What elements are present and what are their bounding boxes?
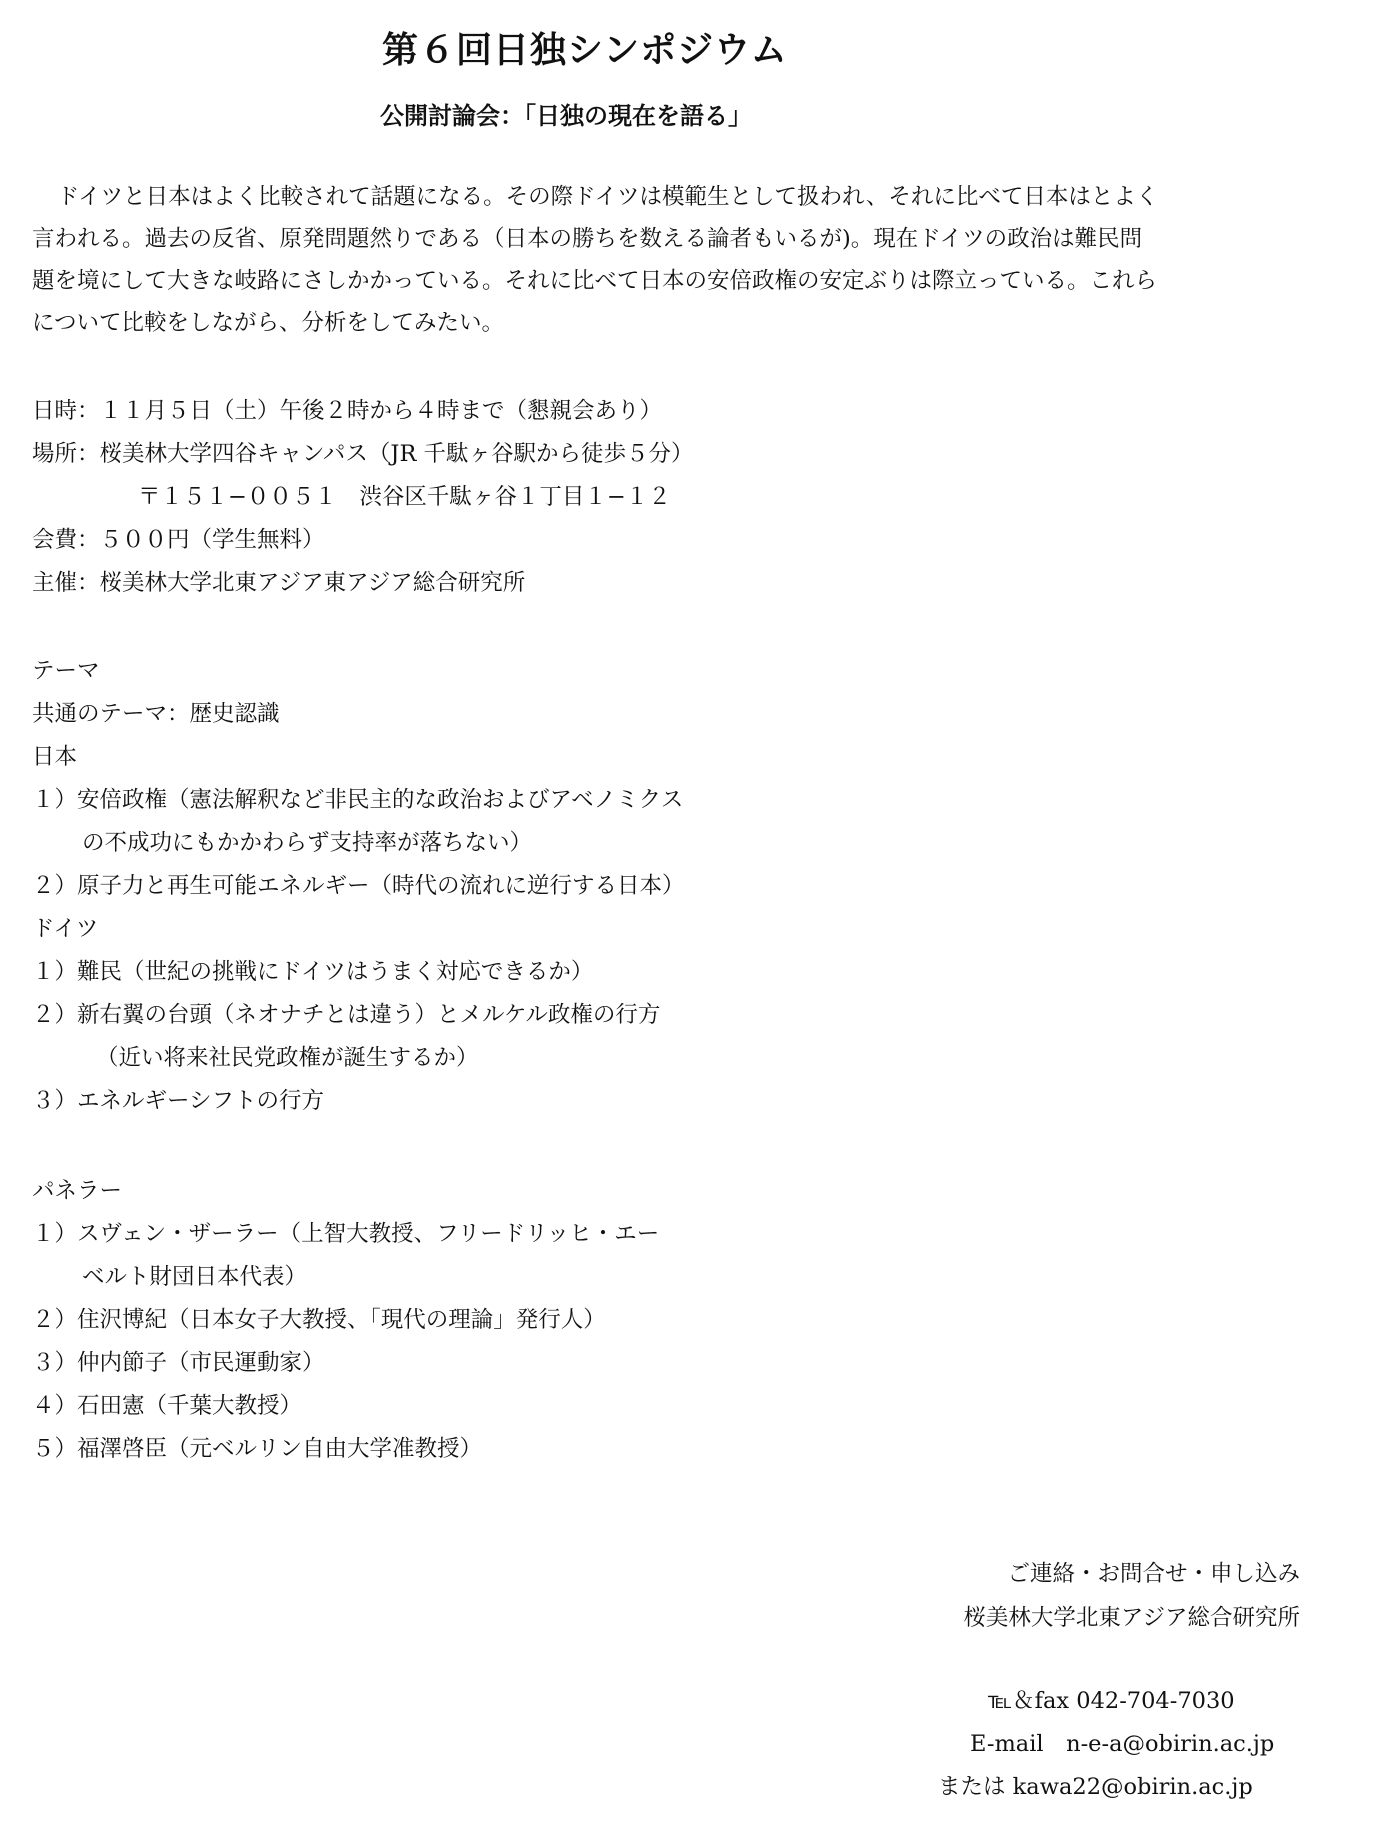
event-fee: 会費：５００円（学生無料） [32, 527, 325, 553]
contact-email[interactable] [970, 1723, 1274, 1766]
intro-paragraph [32, 176, 1312, 344]
contact-alt-email[interactable] [938, 1766, 1274, 1809]
germany-theme-item: １）難民（世紀の挑戦にドイツはうまく対応できるか） [32, 959, 594, 985]
panelist-item: ５）福澤啓臣（元ベルリン自由大学准教授） [32, 1436, 483, 1462]
germany-theme-item: ３）エネルギーシフトの行方 [32, 1088, 325, 1114]
contact-organization: 桜美林大学北東アジア総合研究所 [963, 1605, 1300, 1631]
email-address[interactable]: E-mail n-e-a@obirin.ac.jp [970, 1731, 1275, 1757]
event-organizer: 主催：桜美林大学北東アジア東アジア総合研究所 [32, 570, 526, 596]
common-theme: 共通のテーマ：歴史認識 [32, 701, 280, 727]
themes-section [32, 650, 685, 1123]
page-title: 第６回日独シンポジウム [382, 29, 788, 71]
event-address: 〒１５１−００５１ 渋谷区千駄ヶ谷１丁目１−１２ [138, 484, 671, 510]
germany-theme-item-continued: （近い将来社民党政権が誕生するか） [96, 1045, 479, 1071]
panel-heading: パネラー [32, 1178, 123, 1204]
panelist-item: ３）仲内節子（市民運動家） [32, 1350, 325, 1376]
contact-details [938, 1680, 1275, 1809]
event-details [32, 390, 694, 605]
panelist-item-continued: ベルト財団日本代表） [82, 1264, 308, 1290]
themes-heading: テーマ [32, 658, 100, 684]
germany-heading: ドイツ [32, 916, 99, 942]
contact-heading: ご連絡・お問合せ・申し込み [1007, 1561, 1300, 1587]
event-date: 日時：１１月５日（土）午後２時から４時まで（懇親会あり） [32, 398, 663, 424]
panelist-item: ４）石田憲（千葉大教授） [32, 1393, 303, 1419]
intro-line: ドイツと日本はよく比較されて話題になる。その際ドイツは模範生として扱われ、それに比べて日本はとよく [56, 184, 1159, 210]
japan-heading: 日本 [32, 744, 78, 770]
panel-section [32, 1170, 659, 1471]
panelist-item: １）スヴェン・ザーラー（上智大教授、フリードリッヒ・エー [32, 1221, 660, 1247]
intro-line: について比較をしながら、分析をしてみたい。 [32, 310, 505, 336]
intro-line: 題を境にして大きな岐路にさしかかっている。それに比べて日本の安倍政権の安定ぶりは際立っている。これら [32, 268, 1158, 294]
alt-email-address[interactable]: または kawa22@obirin.ac.jp [938, 1774, 1253, 1800]
page-subtitle: 公開討論会：「日独の現在を語る」 [380, 101, 752, 130]
japan-theme-item: １）安倍政権（憲法解釈など非民主的な政治およびアベノミクス [32, 787, 684, 813]
japan-theme-item: ２）原子力と再生可能エネルギー（時代の流れに逆行する日本） [32, 873, 685, 899]
contact-tel: ℡＆fax 042-704-7030 [988, 1688, 1235, 1714]
contact-block [963, 1552, 1300, 1640]
japan-theme-item-continued: の不成功にもかかわらず支持率が落ちない） [82, 830, 533, 856]
panelist-item: ２）住沢博紀（日本女子大教授、「現代の理論」発行人） [32, 1307, 606, 1333]
event-place: 場所：桜美林大学四谷キャンパス（JR 千駄ヶ谷駅から徒歩５分） [32, 441, 694, 467]
intro-line: 言われる。過去の反省、原発問題然りである（日本の勝ちを数える論者もいるが)。現在ドイツの政治は難民問 [32, 226, 1143, 252]
germany-theme-item: ２）新右翼の台頭（ネオナチとは違う）とメルケル政権の行方 [32, 1002, 661, 1028]
